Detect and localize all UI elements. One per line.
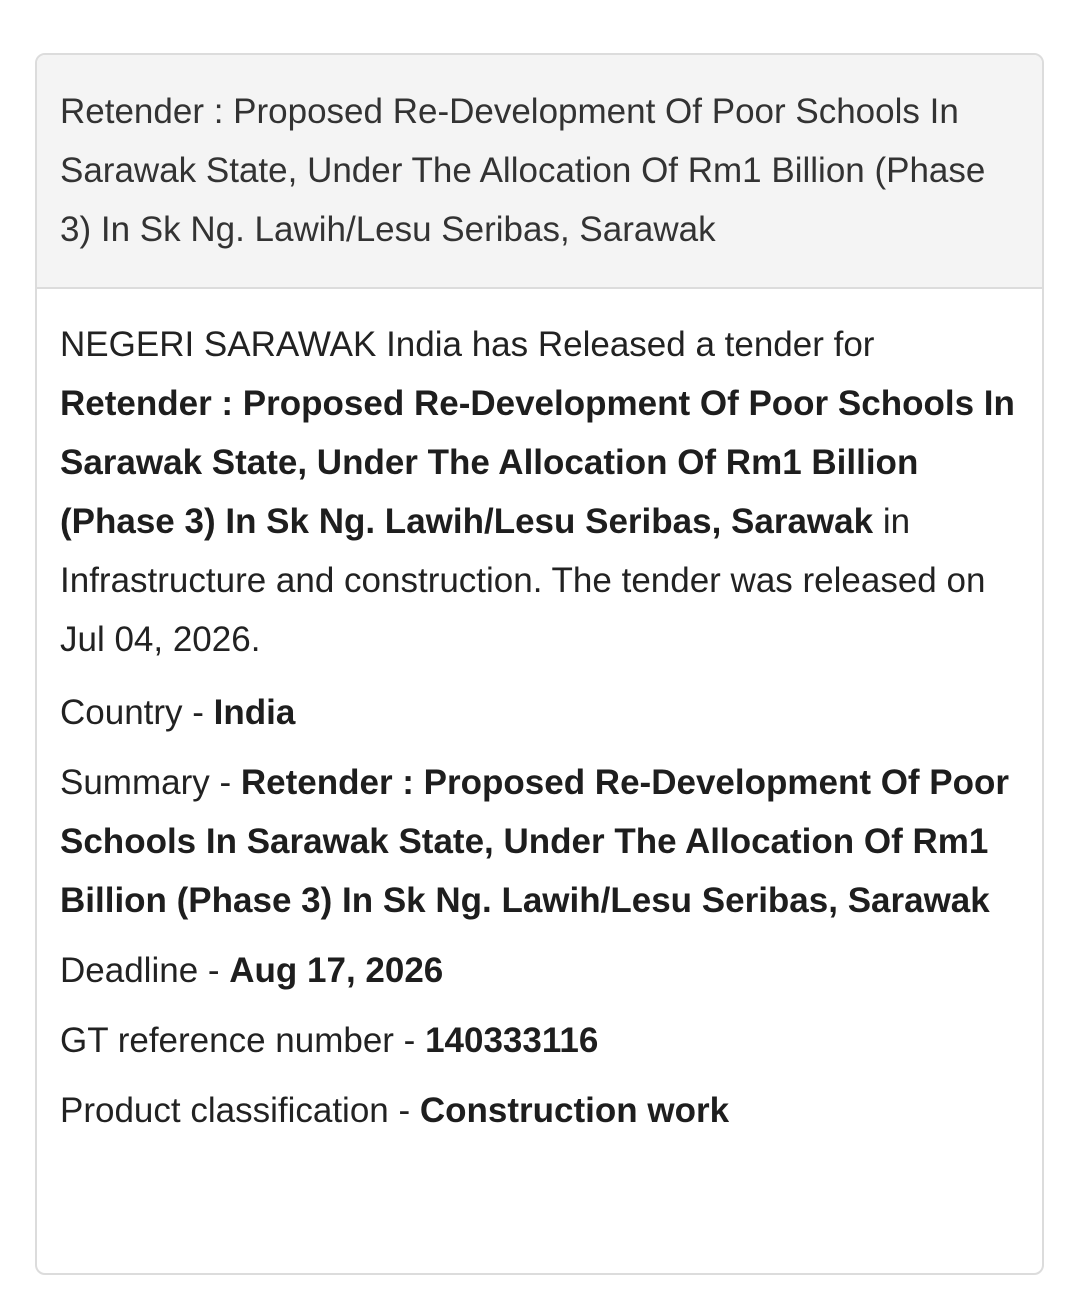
- deadline-value: Aug 17, 2026: [229, 951, 444, 990]
- tender-intro: [60, 315, 1022, 669]
- tender-title-header: [37, 55, 1042, 289]
- tender-title: Retender : Proposed Re-Development Of Poor Schools In Sarawak State, Under The Allocation Of Rm1 Billion (Phase 3) In Sk Ng. Lawih/Lesu Seribas, Sarawak: [60, 92, 986, 249]
- tender-details: [37, 289, 1042, 1140]
- deadline-field: [60, 941, 1022, 1000]
- gt-reference-field: [60, 1011, 1022, 1070]
- tender-card: [35, 53, 1044, 1275]
- country-field: [60, 683, 1022, 742]
- summary-value: Retender : Proposed Re-Development Of Poor Schools In Sarawak State, Under The Allocation Of Rm1 Billion (Phase 3) In Sk Ng. Lawih/Lesu Seribas, Sarawak: [60, 763, 1010, 920]
- summary-label: Summary -: [60, 763, 241, 802]
- intro-tender-title: Retender : Proposed Re-Development Of Poor Schools In Sarawak State, Under The Allocation Of Rm1 Billion (Phase 3) In Sk Ng. Lawih/Lesu Seribas, Sarawak: [60, 384, 1015, 541]
- gt-reference-label: GT reference number -: [60, 1021, 426, 1060]
- deadline-label: Deadline -: [60, 951, 230, 990]
- summary-field: [60, 753, 1022, 930]
- product-classification-label: Product classification -: [60, 1091, 420, 1130]
- product-classification-value: Construction work: [419, 1091, 730, 1130]
- intro-suffix: in Infrastructure and construction. The tender was released on Jul 04, 2026.: [60, 502, 986, 659]
- gt-reference-value: 140333116: [425, 1021, 599, 1060]
- country-label: Country -: [60, 693, 214, 732]
- country-value: India: [213, 693, 296, 732]
- intro-prefix: NEGERI SARAWAK India has Released a tender for: [60, 325, 875, 364]
- product-classification-field: [60, 1081, 1022, 1140]
